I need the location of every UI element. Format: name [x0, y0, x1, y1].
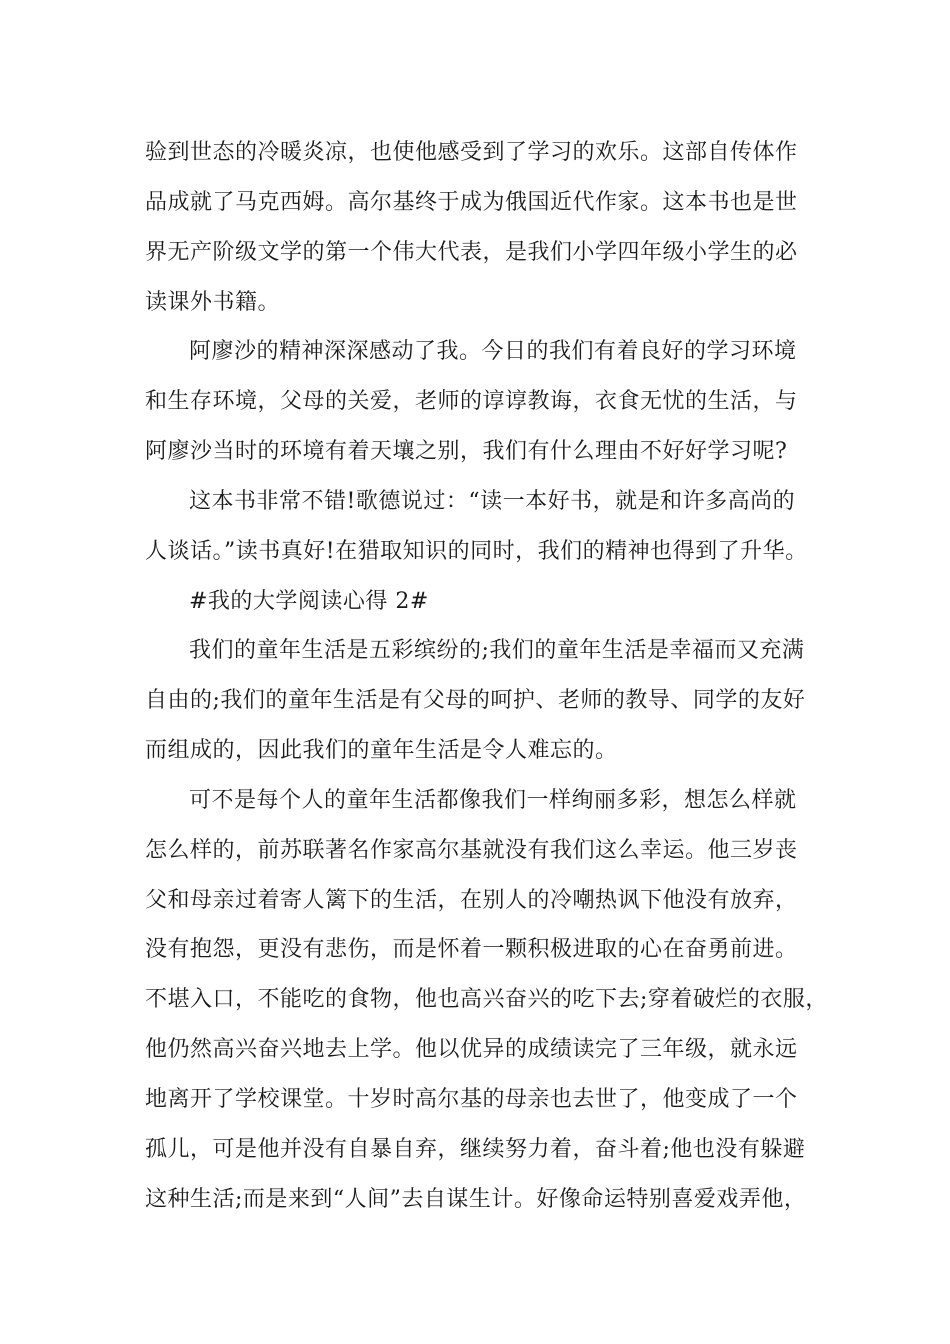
paragraph-start-line: 可不是每个人的童年生活都像我们一样绚丽多彩，想怎么样就 — [189, 788, 797, 813]
text-line: 他仍然高兴奋兴地去上学。他以优异的成绩读完了三年级，就永远 — [145, 1037, 798, 1062]
paragraph-start-line: 这本书非常不错!歌德说过：“读一本好书，就是和许多高尚的 — [189, 489, 796, 514]
text-line: 品成就了马克西姆。高尔基终于成为俄国近代作家。这本书也是世 — [145, 190, 798, 215]
text-line: 父和母亲过着寄人篱下的生活，在别人的冷嘲热讽下他没有放弃， — [145, 888, 798, 913]
text-line: 怎么样的，前苏联著名作家高尔基就没有我们这么幸运。他三岁丧 — [145, 838, 798, 863]
text-line: 自由的;我们的童年生活是有父母的呵护、老师的教导、同学的友好 — [145, 688, 806, 713]
paragraph-start-line: 阿廖沙的精神深深感动了我。今日的我们有着良好的学习环境 — [189, 339, 797, 364]
paragraph-start-line: 我们的童年生活是五彩缤纷的;我们的童年生活是幸福而又充满 — [189, 638, 805, 663]
text-line: 读课外书籍。 — [145, 290, 281, 315]
text-line: 地离开了学校课堂。十岁时高尔基的母亲也去世了，他变成了一个 — [145, 1087, 798, 1112]
text-line: 和生存环境，父母的关爱，老师的谆谆教诲，衣食无忧的生活，与 — [145, 389, 798, 414]
section-heading: #我的大学阅读心得 2# — [189, 589, 429, 614]
text-line: 验到世态的冷暖炎凉，也使他感受到了学习的欢乐。这部自传体作 — [145, 140, 798, 165]
text-line: 这种生活;而是来到“人间”去自谋生计。好像命运特别喜爱戏弄他， — [145, 1187, 807, 1212]
text-line: 而组成的，因此我们的童年生活是令人难忘的。 — [145, 738, 618, 763]
text-line: 人谈话。”读书真好!在猎取知识的同时，我们的精神也得到了升华。 — [145, 539, 808, 564]
text-line: 没有抱怨，更没有悲伤，而是怀着一颗积极进取的心在奋勇前进。 — [145, 937, 798, 962]
text-line: 不堪入口，不能吃的食物，他也高兴奋兴的吃下去;穿着破烂的衣服， — [145, 987, 828, 1012]
text-line: 孤儿，可是他并没有自暴自弃，继续努力着，奋斗着;他也没有躲避 — [145, 1137, 806, 1162]
text-line: 阿廖沙当时的环境有着天壤之别，我们有什么理由不好好学习呢? — [145, 439, 788, 464]
text-line: 界无产阶级文学的第一个伟大代表，是我们小学四年级小学生的必 — [145, 240, 798, 265]
